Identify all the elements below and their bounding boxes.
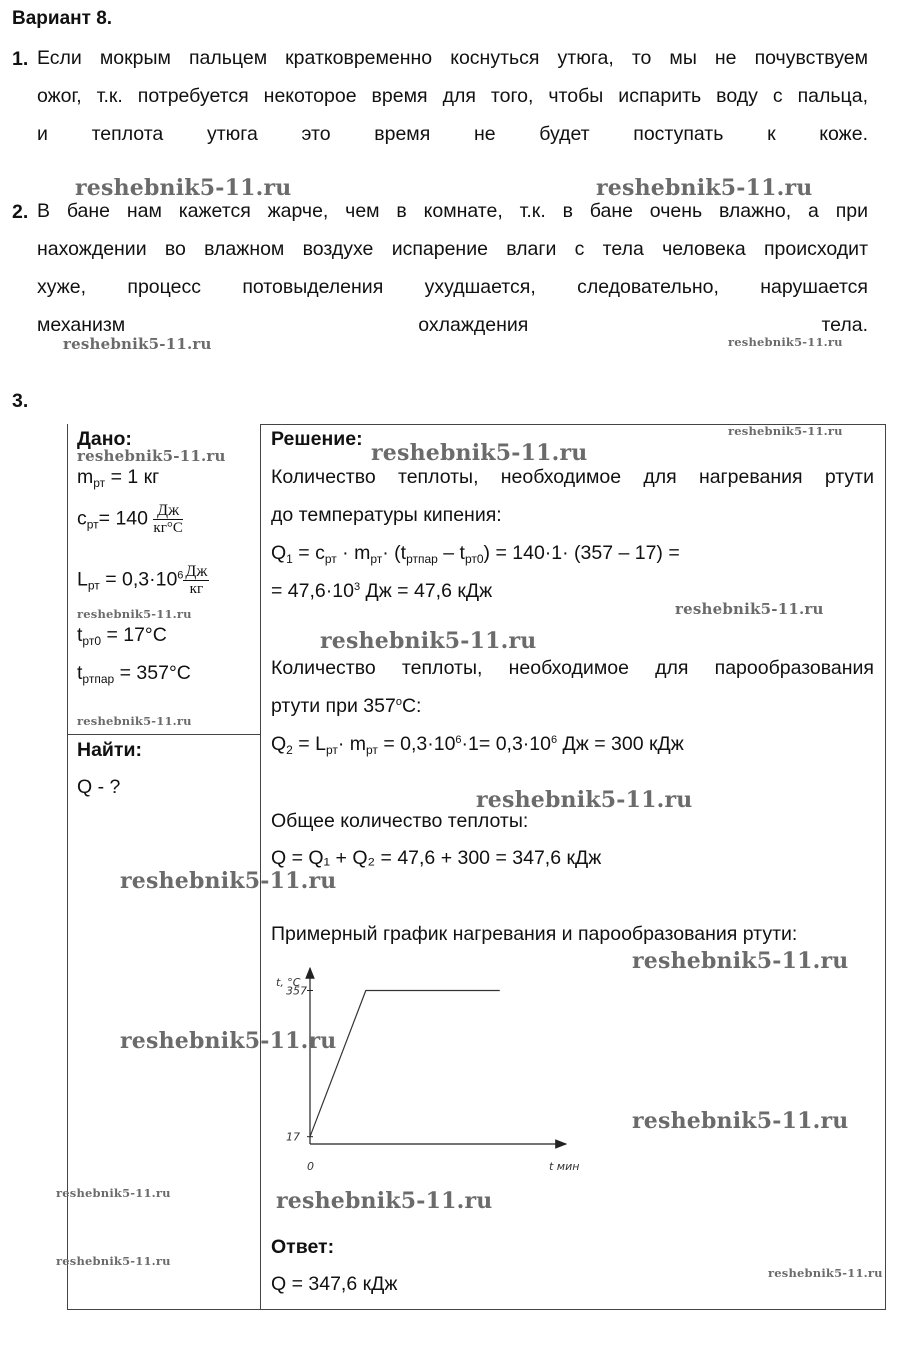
watermark: reshebnik5-11.ru: [476, 787, 693, 813]
watermark: reshebnik5-11.ru: [77, 447, 226, 465]
solution-heading: Решение:: [271, 428, 363, 450]
given-mass: $m_{рт} = 1$ кг: [77, 466, 160, 490]
watermark: reshebnik5-11.ru: [596, 175, 813, 201]
solution-p2-line2: ртути при 357$^o$C:: [271, 695, 422, 717]
q1-formula: $Q_1 = c_{рт} \cdot m_{рт}\cdot (t_{ртпар} - t_{рт0}) = 140\cdot 1\cdot (357 - 17)$ =: [271, 542, 680, 566]
heating-chart: [270, 960, 590, 1180]
answer-heading: Ответ:: [271, 1236, 335, 1258]
q1-line-1: Если мокрым пальцем кратковременно коснуться утюга, то мы не почувствуем: [37, 47, 868, 69]
x-tick-label-0: 0: [307, 1160, 314, 1173]
watermark: reshebnik5-11.ru: [56, 1186, 171, 1200]
watermark: reshebnik5-11.ru: [56, 1254, 171, 1268]
given-specific-heat: $c_{рт}= 140$ $\frac{Дж}{кг^\circ C}$: [77, 502, 183, 536]
y-axis-label: t, °C: [276, 976, 301, 989]
page-title: Вариант 8.: [12, 8, 113, 29]
q2-formula: $Q_2 = L_{рт}\cdot m_{рт} = 0,3\cdot 10^6\cdot 1= 0,3\cdot 10^6$ Дж = 300 кДж: [271, 733, 684, 757]
answer-value: Q = 347,6 кДж: [271, 1273, 398, 1295]
q1-result: = $47,6\cdot 10^3$ Дж = 47,6 кДж: [271, 580, 493, 602]
find-value: Q - ?: [77, 776, 121, 798]
find-heading: Найти:: [77, 739, 142, 761]
watermark: reshebnik5-11.ru: [632, 1108, 849, 1134]
watermark: reshebnik5-11.ru: [63, 335, 212, 353]
solution-p1-line1: Количество теплоты, необходимое для нагревания ртути: [271, 466, 874, 488]
watermark: reshebnik5-11.ru: [371, 440, 588, 466]
watermark: reshebnik5-11.ru: [728, 335, 843, 349]
watermark: reshebnik5-11.ru: [276, 1188, 493, 1214]
y-tick-label-1: 357: [286, 984, 307, 998]
q1-line-2: ожог, т.к. потребуется некоторое время для того, чтобы испарить воду с пальца,: [37, 85, 868, 107]
watermark: reshebnik5-11.ru: [768, 1266, 883, 1280]
question-2-number: 2.: [12, 201, 29, 223]
given-find-divider: [67, 734, 261, 735]
watermark: reshebnik5-11.ru: [120, 868, 337, 894]
q2-line-3: хуже, процесс потовыделения ухудшается, следовательно, нарушается: [37, 276, 868, 298]
series-line-mercury: [310, 990, 500, 1136]
q2-line-4: механизм охлаждения тела.: [37, 314, 868, 336]
given-initial-temp: $t_{рт0} = 17^\circ C$: [77, 624, 167, 648]
watermark: reshebnik5-11.ru: [77, 607, 192, 621]
watermark: reshebnik5-11.ru: [675, 600, 824, 618]
total-label: Общее количество теплоты:: [271, 810, 529, 832]
table-divider: [260, 424, 261, 1310]
y-tick-label-0: 17: [286, 1130, 300, 1144]
solution-p1-line2: до температуры кипения:: [271, 504, 502, 526]
total-formula: Q = Q₁ + Q₂ = 47,6 + 300 = 347,6 кДж: [271, 847, 602, 869]
watermark: reshebnik5-11.ru: [75, 175, 292, 201]
watermark: reshebnik5-11.ru: [728, 424, 843, 438]
solution-p2-line1: Количество теплоты, необходимое для парообразования: [271, 657, 874, 679]
q2-line-1: В бане нам кажется жарче, чем в комнате, т.к. в бане очень влажно, а при: [37, 200, 868, 222]
watermark: reshebnik5-11.ru: [120, 1028, 337, 1054]
watermark: reshebnik5-11.ru: [77, 714, 192, 728]
q1-line-3: и теплота утюга это время не будет поступать к коже.: [37, 123, 868, 145]
given-heading: Дано:: [77, 428, 132, 450]
given-latent-heat: $L_{рт} = 0,3\cdot 10^6$ $\frac{Дж}{кг}$: [77, 563, 208, 597]
watermark: reshebnik5-11.ru: [320, 628, 537, 654]
graph-caption: Примерный график нагревания и парообразования ртути:: [271, 923, 798, 945]
watermark: reshebnik5-11.ru: [632, 948, 849, 974]
given-boiling-temp: $t_{ртпар} = 357^\circ C$: [77, 662, 191, 686]
q2-line-2: нахождении во влажном воздухе испарение влаги с тела человека происходит: [37, 238, 868, 260]
question-3-number: 3.: [12, 390, 29, 412]
question-1-number: 1.: [12, 48, 29, 70]
x-axis-label: t мин: [549, 1160, 580, 1173]
